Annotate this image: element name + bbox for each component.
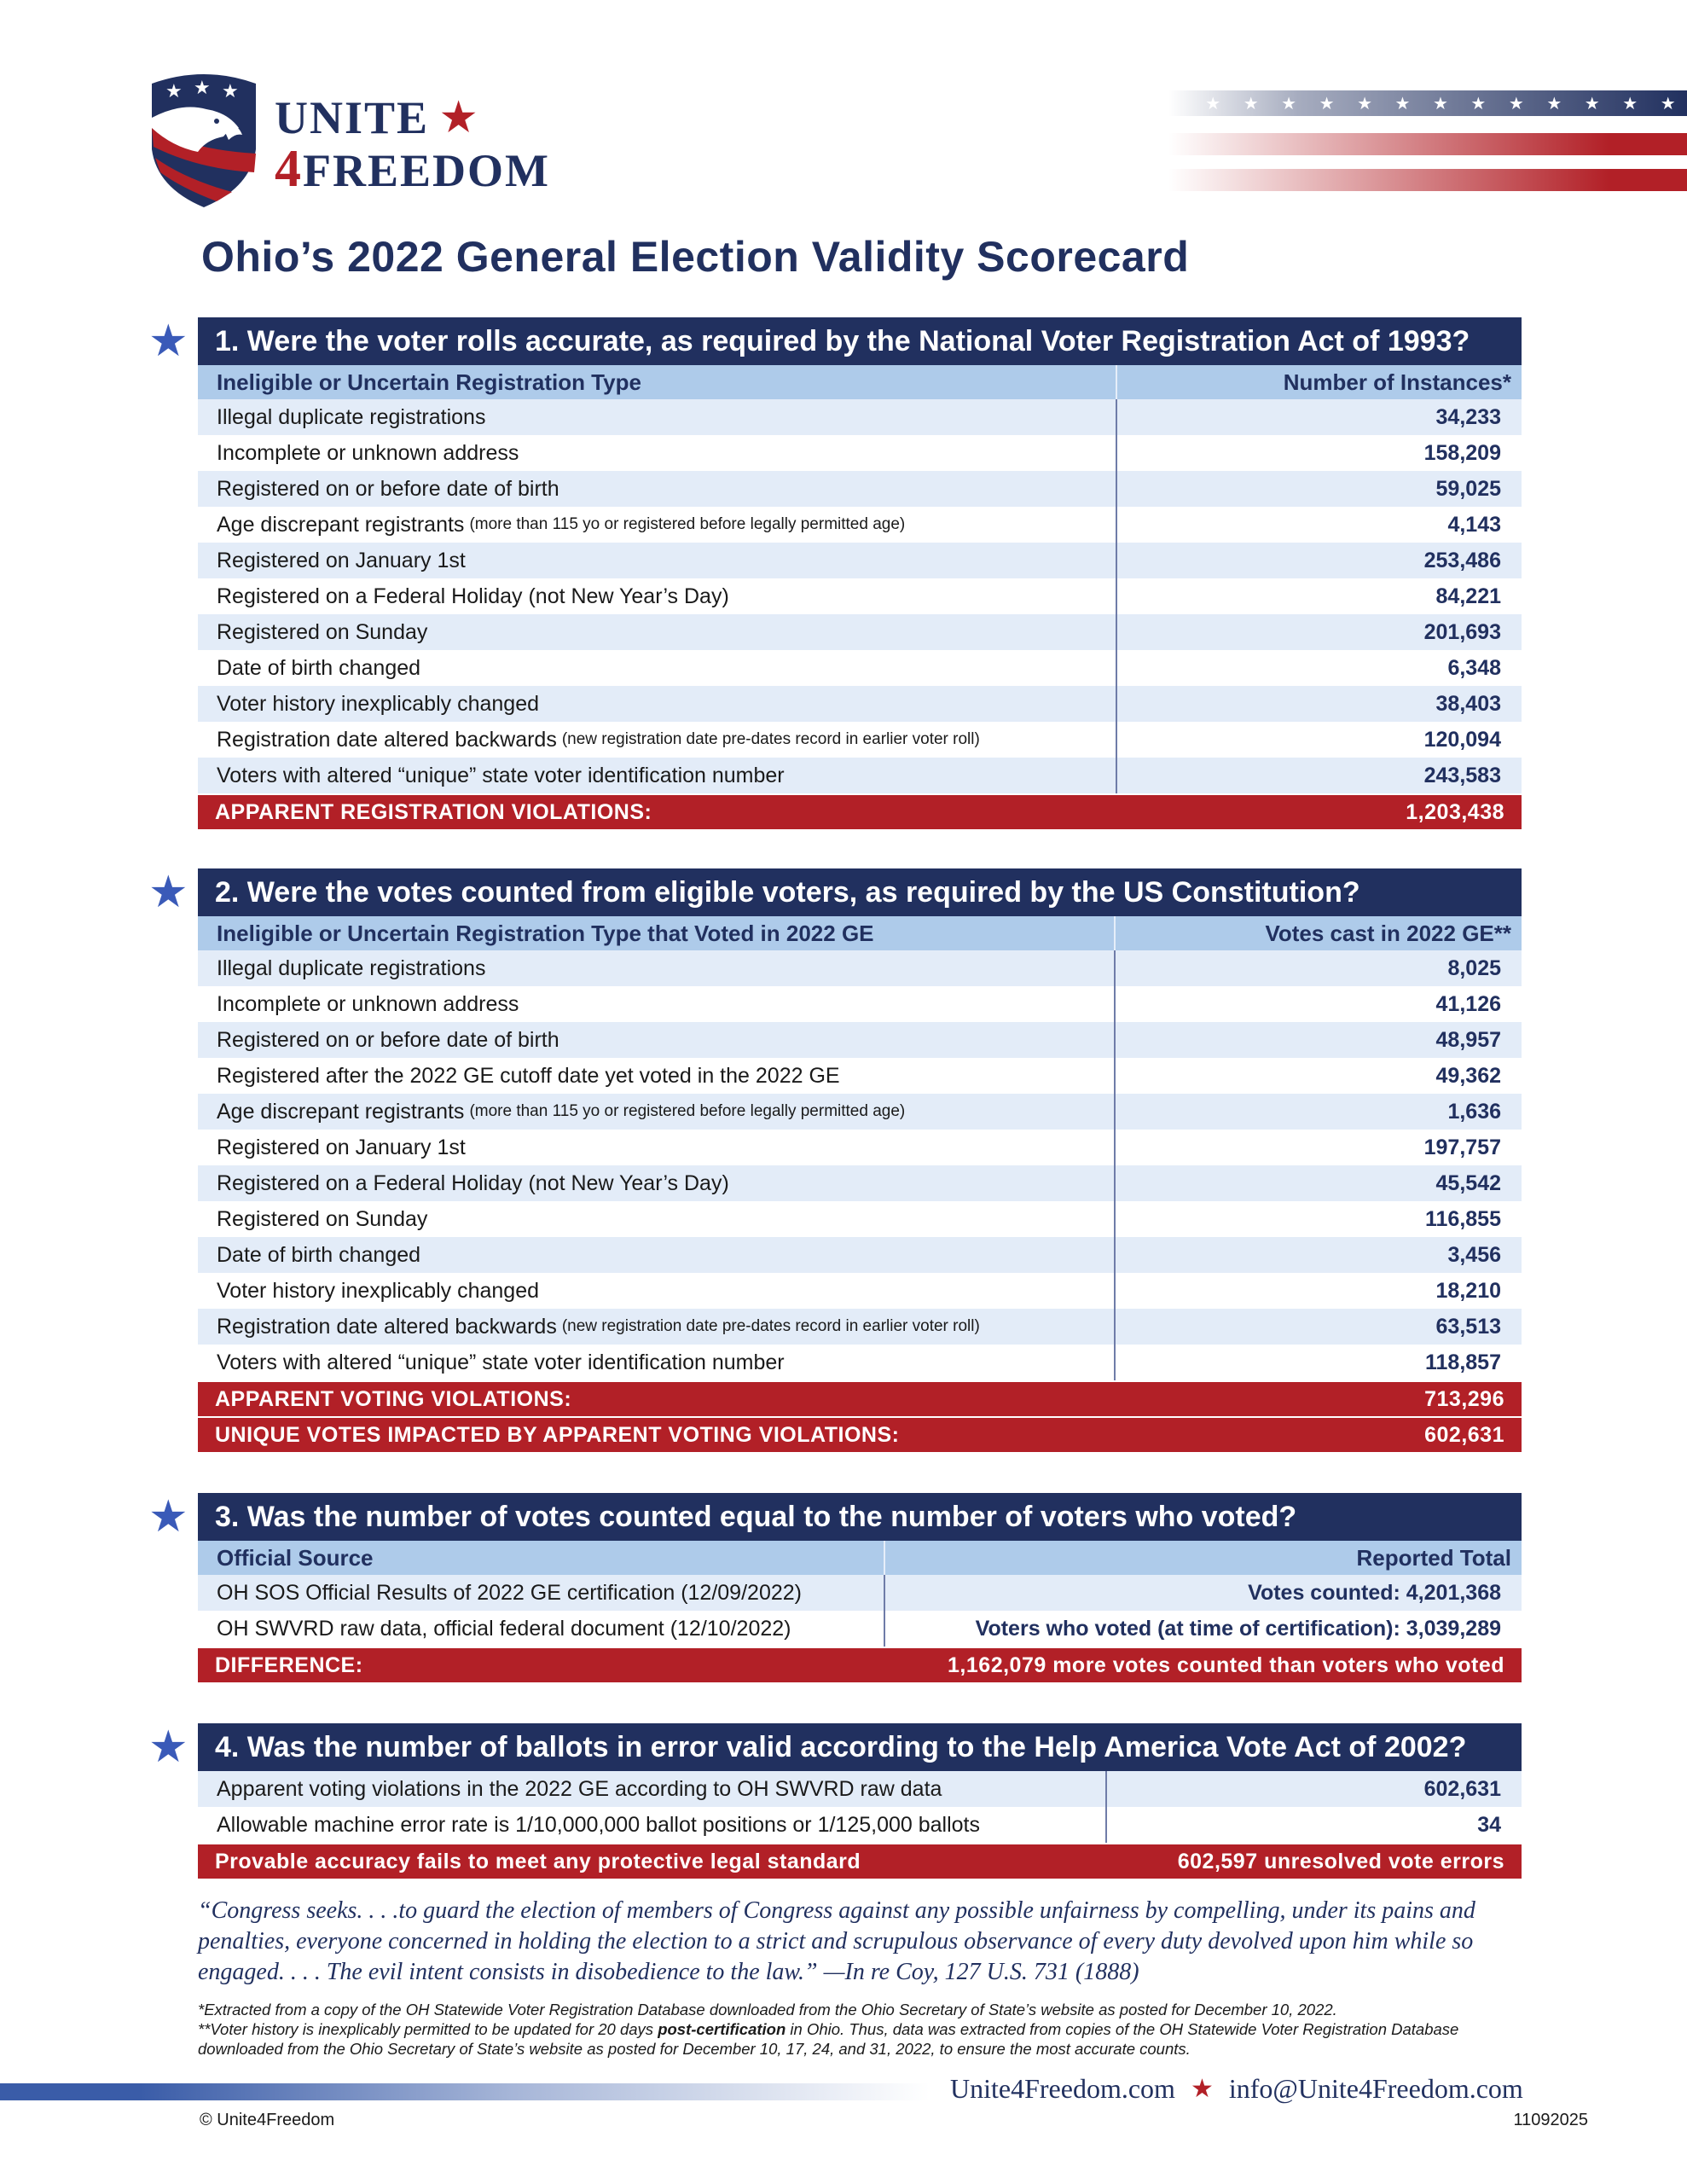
svg-text:★: ★ — [222, 80, 239, 102]
table-row — [198, 650, 1522, 686]
star-icon: ★ — [1190, 2075, 1214, 2103]
row-label: Age discrepant registrants — [217, 512, 465, 537]
table-body — [198, 399, 1522, 793]
row-label-cell — [198, 722, 1116, 758]
row-label-cell — [198, 1022, 1114, 1058]
row-label: Registered after the 2022 GE cutoff date yet voted in the 2022 GE — [217, 1063, 840, 1088]
footnote-2-text: in Ohio. Thus, data was extracted from copies of the OH Statewide Voter Registration Database downloaded from the Ohio Secretary of State’s website as posted for December 10, 17, 24, and 31, 2022, to ensure the most accurate counts. — [198, 2020, 1459, 2058]
row-label-cell — [198, 986, 1114, 1022]
row-note: (new registration date pre-dates record in earlier voter roll) — [561, 1317, 980, 1335]
svg-text:★: ★ — [165, 80, 183, 102]
row-value: 3,456 — [1114, 1237, 1522, 1273]
footnote-2-emphasis: post-certification — [658, 2020, 786, 2038]
star-icon: ★ — [1205, 94, 1221, 113]
brand-digit: 4 — [275, 140, 303, 198]
table-row — [198, 1130, 1522, 1165]
table-row — [198, 950, 1522, 986]
table-row — [198, 1237, 1522, 1273]
row-value: 8,025 — [1114, 950, 1522, 986]
svg-text:★: ★ — [194, 77, 211, 98]
table-row — [198, 1807, 1522, 1843]
star-icon: ★ — [441, 96, 478, 139]
star-icon: ★ — [1319, 94, 1335, 113]
row-label-cell — [198, 1345, 1114, 1380]
row-label: Voter history inexplicably changed — [217, 691, 540, 716]
row-label: Illegal duplicate registrations — [217, 404, 486, 429]
flag-stripe — [1168, 169, 1687, 191]
row-label-cell — [198, 1309, 1114, 1345]
row-note: (new registration date pre-dates record in earlier voter roll) — [561, 730, 980, 748]
table-row — [198, 1058, 1522, 1094]
total-value: 602,631 — [1424, 1422, 1504, 1447]
row-label-cell — [198, 543, 1116, 578]
row-value: 243,583 — [1116, 758, 1522, 793]
table-row — [198, 1771, 1522, 1807]
row-value: 59,025 — [1116, 471, 1522, 507]
column-header-count: Number of Instances* — [1116, 365, 1522, 399]
copyright: © Unite4Freedom — [200, 2111, 335, 2129]
row-label: Illegal duplicate registrations — [217, 956, 486, 980]
row-value: 158,209 — [1116, 435, 1522, 471]
footnote-2 — [198, 2019, 1528, 2059]
total-value: 1,162,079 more votes counted than voters who voted — [948, 1653, 1504, 1677]
row-label-cell — [198, 1611, 884, 1647]
table-body — [198, 1771, 1522, 1843]
legal-quote: “Congress seeks. . . .to guard the election of members of Congress against any possible unfairness by compelling, under its pains and penalties, everyone concerned in holding the election to a strict and scrupulous observance of every duty devolved upon him while so engaged. . . . The evil intent consists in disobedience to the law.” —In re Coy, 127 U.S. 731 (1888) — [198, 1897, 1475, 1985]
total-label: UNIQUE VOTES IMPACTED BY APPARENT VOTING VIOLATIONS: — [215, 1422, 900, 1447]
row-value: 253,486 — [1116, 543, 1522, 578]
flag-stars-band — [1168, 90, 1687, 116]
row-label: Registration date altered backwards — [217, 727, 557, 752]
row-label-cell — [198, 1807, 1105, 1843]
table-row — [198, 614, 1522, 650]
total-row — [198, 1843, 1522, 1879]
row-label: Registered on January 1st — [217, 1135, 466, 1159]
star-icon: ★ — [148, 1492, 188, 1542]
row-label: Allowable machine error rate is 1/10,000,000 ballot positions or 1/125,000 ballots — [217, 1812, 980, 1837]
row-value: 48,957 — [1114, 1022, 1522, 1058]
total-value: 602,597 unresolved vote errors — [1177, 1849, 1504, 1873]
star-icon: ★ — [1281, 94, 1297, 113]
row-value: 38,403 — [1116, 686, 1522, 722]
row-value: 118,857 — [1114, 1345, 1522, 1380]
star-icon: ★ — [1660, 94, 1676, 113]
table-row — [198, 507, 1522, 543]
footer-contact — [950, 2073, 1523, 2105]
page-title: Ohio’s 2022 General Election Validity Scorecard — [201, 233, 1190, 281]
row-value: Voters who voted (at time of certification): 3,039,289 — [884, 1611, 1522, 1647]
table-row — [198, 435, 1522, 471]
row-label: Registration date altered backwards — [217, 1314, 557, 1339]
row-value: 201,693 — [1116, 614, 1522, 650]
column-header-total: Reported Total — [884, 1541, 1522, 1575]
row-label-cell — [198, 950, 1114, 986]
section-eligible-voters — [148, 868, 1522, 1452]
row-label: Registered on or before date of birth — [217, 1027, 559, 1052]
row-value: 34 — [1105, 1807, 1522, 1843]
table-row — [198, 1575, 1522, 1611]
section-heading: 4. Was the number of ballots in error valid according to the Help America Vote Act of 2002? — [198, 1723, 1522, 1771]
row-label-cell — [198, 507, 1116, 543]
eagle-shield-icon — [147, 68, 261, 209]
footnotes — [198, 2000, 1528, 2059]
footnote-1: *Extracted from a copy of the OH Statewide Voter Registration Database downloaded from the Ohio Secretary of State’s website as posted for December 10, 2022. — [198, 2001, 1337, 2018]
row-label: Voters with altered “unique” state voter identification number — [217, 763, 785, 787]
table-row — [198, 986, 1522, 1022]
column-header-row — [198, 916, 1522, 950]
row-label: OH SOS Official Results of 2022 GE certification (12/09/2022) — [217, 1580, 802, 1605]
row-value: 6,348 — [1116, 650, 1522, 686]
column-header-row — [198, 365, 1522, 399]
star-icon: ★ — [1546, 94, 1562, 113]
brand-logo — [147, 68, 658, 213]
row-label: Registered on Sunday — [217, 619, 428, 644]
brand-name-unite: UNITE — [275, 92, 430, 143]
star-icon: ★ — [1394, 94, 1411, 113]
row-value: 197,757 — [1114, 1130, 1522, 1165]
total-row — [198, 1647, 1522, 1682]
table-row — [198, 399, 1522, 435]
row-label-cell — [198, 1771, 1105, 1807]
star-icon: ★ — [1508, 94, 1524, 113]
row-label-cell — [198, 471, 1116, 507]
table-row — [198, 1345, 1522, 1380]
total-label: APPARENT REGISTRATION VIOLATIONS: — [215, 799, 652, 824]
row-value: 1,636 — [1114, 1094, 1522, 1130]
row-value: 602,631 — [1105, 1771, 1522, 1807]
footnote-2-text: **Voter history is inexplicably permitted to be updated for 20 days — [198, 2020, 658, 2038]
row-label-cell — [198, 758, 1116, 793]
row-label: Date of birth changed — [217, 1242, 421, 1267]
star-icon: ★ — [1243, 94, 1259, 113]
row-note: (more than 115 yo or registered before legally permitted age) — [469, 515, 906, 533]
row-label-cell — [198, 399, 1116, 435]
brand-name-freedom: FREEDOM — [303, 145, 550, 196]
total-value: 1,203,438 — [1406, 799, 1504, 824]
row-label: Registered on a Federal Holiday (not New Year’s Day) — [217, 1170, 729, 1195]
table-row — [198, 1022, 1522, 1058]
footer-gradient-bar — [0, 2083, 930, 2100]
table-body — [198, 1575, 1522, 1647]
table-row — [198, 1201, 1522, 1237]
row-label: Age discrepant registrants — [217, 1099, 465, 1124]
row-label: Voter history inexplicably changed — [217, 1278, 540, 1303]
total-label: Provable accuracy fails to meet any protective legal standard — [215, 1849, 861, 1873]
total-label: DIFFERENCE: — [215, 1653, 363, 1677]
row-label-cell — [198, 1165, 1114, 1201]
table-row — [198, 1309, 1522, 1345]
section-vote-count — [148, 1492, 1522, 1682]
table-body — [198, 950, 1522, 1380]
email-link[interactable]: info@Unite4Freedom.com — [1228, 2073, 1523, 2104]
total-row — [198, 1416, 1522, 1452]
star-icon: ★ — [148, 1722, 188, 1772]
row-label-cell — [198, 650, 1116, 686]
row-label-cell — [198, 578, 1116, 614]
column-header-source: Official Source — [217, 1544, 374, 1571]
row-label: OH SWVRD raw data, official federal document (12/10/2022) — [217, 1616, 791, 1641]
row-label-cell — [198, 1237, 1114, 1273]
total-row — [198, 793, 1522, 829]
row-note: (more than 115 yo or registered before legally permitted age) — [469, 1102, 906, 1120]
row-label: Registered on January 1st — [217, 548, 466, 572]
row-label: Apparent voting violations in the 2022 GE according to OH SWVRD raw data — [217, 1776, 942, 1801]
section-heading: 2. Were the votes counted from eligible voters, as required by the US Constitution? — [198, 868, 1522, 916]
total-label: APPARENT VOTING VIOLATIONS: — [215, 1386, 572, 1411]
section-ballot-errors — [148, 1722, 1522, 1879]
row-label: Incomplete or unknown address — [217, 991, 519, 1016]
row-value: 45,542 — [1114, 1165, 1522, 1201]
table-row — [198, 1094, 1522, 1130]
table-row — [198, 1273, 1522, 1309]
total-value: 713,296 — [1424, 1386, 1504, 1411]
star-icon: ★ — [1432, 94, 1448, 113]
row-label: Date of birth changed — [217, 655, 421, 680]
star-icon: ★ — [148, 868, 188, 917]
row-label-cell — [198, 435, 1116, 471]
row-value: 116,855 — [1114, 1201, 1522, 1237]
row-label-cell — [198, 686, 1116, 722]
table-row — [198, 1611, 1522, 1647]
row-label-cell — [198, 614, 1116, 650]
column-header-type: Ineligible or Uncertain Registration Type that Voted in 2022 GE — [217, 920, 874, 946]
row-value: 34,233 — [1116, 399, 1522, 435]
table-row — [198, 1165, 1522, 1201]
total-row — [198, 1380, 1522, 1416]
table-row — [198, 758, 1522, 793]
section-voter-rolls — [148, 317, 1522, 829]
section-heading: 1. Were the voter rolls accurate, as required by the National Voter Registration Act of 1993? — [198, 317, 1522, 365]
star-icon: ★ — [1584, 94, 1600, 113]
table-row — [198, 471, 1522, 507]
column-header-row — [198, 1541, 1522, 1575]
row-label: Incomplete or unknown address — [217, 440, 519, 465]
row-value: 63,513 — [1114, 1309, 1522, 1345]
row-label-cell — [198, 1575, 884, 1611]
flag-decoration — [1168, 90, 1687, 186]
row-value: Votes counted: 4,201,368 — [884, 1575, 1522, 1611]
row-label-cell — [198, 1094, 1114, 1130]
row-value: 120,094 — [1116, 722, 1522, 758]
row-label: Registered on a Federal Holiday (not New Year’s Day) — [217, 584, 729, 608]
column-header-votes: Votes cast in 2022 GE** — [1114, 916, 1522, 950]
row-label: Registered on Sunday — [217, 1206, 428, 1231]
star-icon: ★ — [1470, 94, 1487, 113]
row-label: Voters with altered “unique” state voter identification number — [217, 1350, 785, 1374]
row-value: 4,143 — [1116, 507, 1522, 543]
star-icon: ★ — [1357, 94, 1372, 113]
row-label-cell — [198, 1273, 1114, 1309]
website-link[interactable]: Unite4Freedom.com — [950, 2073, 1175, 2104]
column-header-type: Ineligible or Uncertain Registration Type — [217, 369, 641, 395]
flag-stripe — [1168, 133, 1687, 155]
table-row — [198, 686, 1522, 722]
document-id: 11092025 — [1513, 2111, 1588, 2129]
section-heading: 3. Was the number of votes counted equal to the number of voters who voted? — [198, 1493, 1522, 1541]
row-value: 41,126 — [1114, 986, 1522, 1022]
star-icon: ★ — [148, 317, 188, 366]
row-value: 18,210 — [1114, 1273, 1522, 1309]
row-value: 49,362 — [1114, 1058, 1522, 1094]
table-row — [198, 722, 1522, 758]
row-value: 84,221 — [1116, 578, 1522, 614]
star-icon: ★ — [1622, 94, 1638, 113]
row-label: Registered on or before date of birth — [217, 476, 559, 501]
row-label-cell — [198, 1201, 1114, 1237]
table-row — [198, 578, 1522, 614]
table-row — [198, 543, 1522, 578]
row-label-cell — [198, 1058, 1114, 1094]
row-label-cell — [198, 1130, 1114, 1165]
